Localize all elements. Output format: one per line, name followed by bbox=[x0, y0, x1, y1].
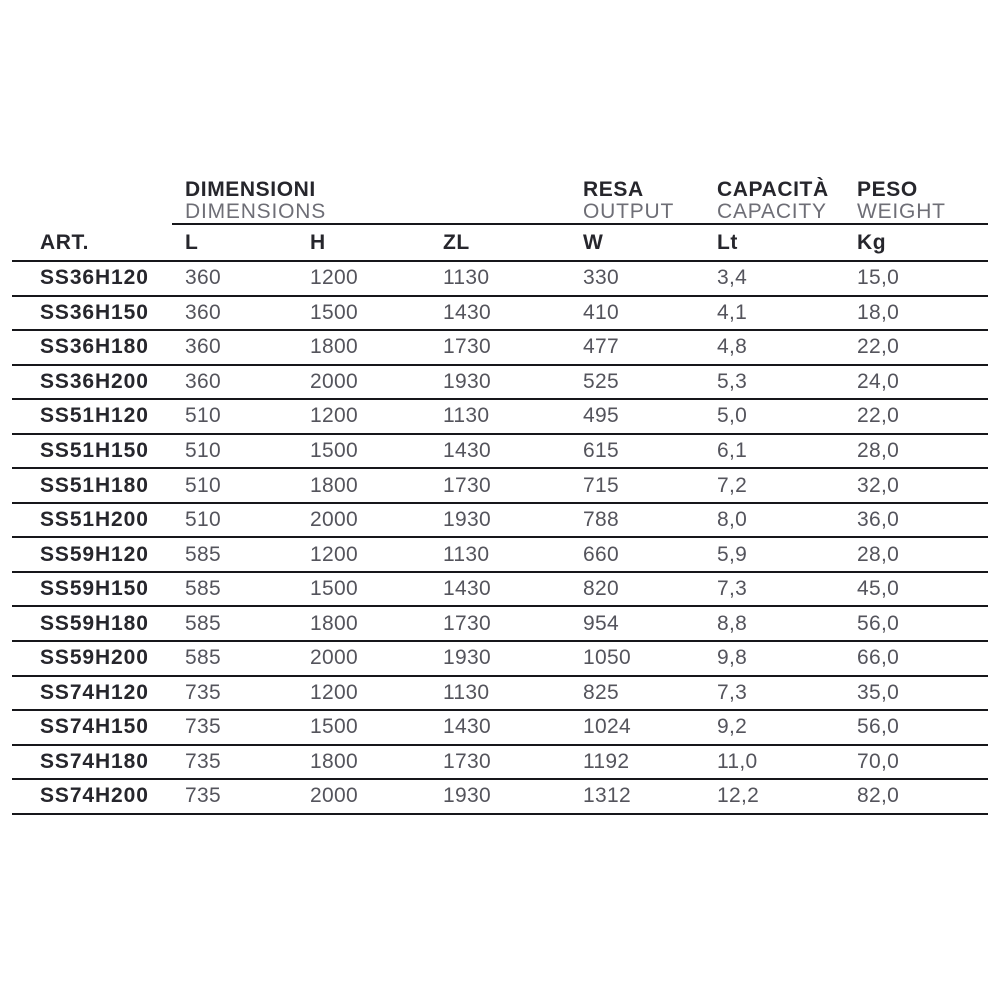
cell-l: 360 bbox=[185, 335, 221, 359]
table-row bbox=[12, 400, 988, 435]
cell-zl: 1130 bbox=[443, 266, 490, 290]
cell-h: 1800 bbox=[310, 473, 358, 497]
cell-lt: 3,4 bbox=[717, 266, 748, 290]
cell-kg: 70,0 bbox=[857, 749, 900, 773]
group-weight bbox=[857, 179, 988, 225]
cell-h: 1800 bbox=[310, 749, 358, 773]
cell-l: 510 bbox=[185, 404, 221, 428]
cell-zl: 1730 bbox=[443, 335, 491, 359]
group-output bbox=[583, 179, 717, 225]
table-row bbox=[12, 262, 988, 297]
cell-h: 1500 bbox=[310, 300, 358, 324]
group-title-peso: PESO bbox=[857, 178, 918, 201]
cell-w: 1312 bbox=[583, 784, 631, 808]
cell-zl: 1930 bbox=[443, 508, 491, 532]
cell-lt: 11,0 bbox=[717, 749, 758, 773]
cell-w: 477 bbox=[583, 335, 619, 359]
column-header-kg: Kg bbox=[857, 230, 887, 254]
cell-art: SS59H180 bbox=[40, 611, 149, 635]
cell-h: 1200 bbox=[310, 542, 358, 566]
table-row bbox=[12, 538, 988, 573]
cell-w: 525 bbox=[583, 369, 619, 393]
cell-art: SS51H200 bbox=[40, 508, 149, 532]
cell-h: 1200 bbox=[310, 266, 358, 290]
cell-l: 735 bbox=[185, 715, 221, 739]
cell-kg: 45,0 bbox=[857, 577, 900, 601]
cell-l: 360 bbox=[185, 300, 221, 324]
cell-l: 585 bbox=[185, 611, 221, 635]
cell-l: 585 bbox=[185, 646, 221, 670]
cell-kg: 28,0 bbox=[857, 542, 900, 566]
cell-zl: 1430 bbox=[443, 577, 491, 601]
table-row bbox=[12, 780, 988, 815]
cell-lt: 7,3 bbox=[717, 577, 748, 601]
cell-zl: 1730 bbox=[443, 473, 491, 497]
cell-zl: 1430 bbox=[443, 300, 491, 324]
cell-w: 615 bbox=[583, 439, 619, 462]
cell-l: 735 bbox=[185, 749, 221, 773]
cell-art: SS59H120 bbox=[40, 542, 149, 566]
column-header-h: H bbox=[310, 230, 326, 254]
cell-lt: 4,1 bbox=[717, 300, 748, 324]
cell-kg: 18,0 bbox=[857, 300, 900, 324]
group-subtitle-dimensions: DIMENSIONS bbox=[185, 200, 327, 223]
cell-art: SS74H150 bbox=[40, 715, 149, 739]
cell-lt: 7,3 bbox=[717, 680, 748, 704]
cell-h: 1800 bbox=[310, 335, 358, 359]
cell-h: 2000 bbox=[310, 646, 358, 670]
cell-lt: 5,9 bbox=[717, 542, 748, 566]
cell-w: 1024 bbox=[583, 715, 631, 739]
group-title-capacita: CAPACITÀ bbox=[717, 178, 829, 201]
column-header-art: ART. bbox=[40, 230, 90, 254]
cell-kg: 66,0 bbox=[857, 646, 900, 670]
group-header-row bbox=[12, 176, 988, 225]
cell-art: SS36H200 bbox=[40, 369, 149, 393]
cell-lt: 6,1 bbox=[717, 439, 748, 462]
cell-l: 585 bbox=[185, 542, 221, 566]
cell-w: 788 bbox=[583, 508, 619, 532]
cell-h: 2000 bbox=[310, 369, 358, 393]
cell-art: SS51H180 bbox=[40, 473, 149, 497]
cell-zl: 1130 bbox=[443, 404, 490, 428]
cell-art: SS51H120 bbox=[40, 404, 149, 428]
cell-kg: 24,0 bbox=[857, 369, 900, 393]
cell-w: 1050 bbox=[583, 646, 631, 670]
cell-kg: 28,0 bbox=[857, 439, 900, 462]
group-subtitle-weight: WEIGHT bbox=[857, 200, 946, 223]
cell-w: 825 bbox=[583, 680, 619, 704]
cell-l: 510 bbox=[185, 439, 221, 462]
cell-art: SS74H180 bbox=[40, 749, 149, 773]
cell-lt: 12,2 bbox=[717, 784, 760, 808]
cell-h: 1500 bbox=[310, 439, 358, 462]
cell-h: 1200 bbox=[310, 404, 358, 428]
cell-zl: 1730 bbox=[443, 749, 491, 773]
cell-w: 715 bbox=[583, 473, 619, 497]
cell-art: SS59H200 bbox=[40, 646, 149, 670]
cell-lt: 8,8 bbox=[717, 611, 748, 635]
cell-lt: 9,8 bbox=[717, 646, 748, 670]
cell-kg: 56,0 bbox=[857, 715, 900, 739]
cell-art: SS51H150 bbox=[40, 439, 149, 462]
table-row bbox=[12, 746, 988, 781]
cell-kg: 35,0 bbox=[857, 680, 900, 704]
table-row bbox=[12, 366, 988, 401]
cell-lt: 5,3 bbox=[717, 369, 748, 393]
cell-art: SS74H200 bbox=[40, 784, 149, 808]
cell-w: 954 bbox=[583, 611, 619, 635]
cell-art: SS36H150 bbox=[40, 300, 149, 324]
cell-kg: 56,0 bbox=[857, 611, 900, 635]
cell-h: 1800 bbox=[310, 611, 358, 635]
cell-kg: 22,0 bbox=[857, 335, 900, 359]
cell-art: SS36H120 bbox=[40, 266, 149, 290]
table-body bbox=[12, 262, 988, 815]
cell-zl: 1130 bbox=[443, 680, 490, 704]
group-title-dimensioni: DIMENSIONI bbox=[185, 178, 316, 201]
cell-h: 1200 bbox=[310, 680, 358, 704]
cell-zl: 1430 bbox=[443, 439, 491, 462]
cell-kg: 36,0 bbox=[857, 508, 900, 532]
cell-l: 360 bbox=[185, 369, 221, 393]
cell-w: 660 bbox=[583, 542, 619, 566]
cell-lt: 7,2 bbox=[717, 473, 748, 497]
cell-h: 2000 bbox=[310, 784, 358, 808]
table-row bbox=[12, 331, 988, 366]
cell-kg: 82,0 bbox=[857, 784, 900, 808]
table-row bbox=[12, 711, 988, 746]
column-header-l: L bbox=[185, 230, 199, 254]
cell-l: 510 bbox=[185, 473, 221, 497]
table-row bbox=[12, 297, 988, 332]
spec-table bbox=[12, 176, 988, 815]
group-title-resa: RESA bbox=[583, 178, 644, 201]
cell-w: 1192 bbox=[583, 749, 630, 773]
column-header-w: W bbox=[583, 230, 604, 254]
cell-lt: 5,0 bbox=[717, 404, 748, 428]
cell-h: 2000 bbox=[310, 508, 358, 532]
cell-w: 410 bbox=[583, 300, 619, 324]
table-row bbox=[12, 607, 988, 642]
cell-l: 735 bbox=[185, 680, 221, 704]
cell-w: 495 bbox=[583, 404, 619, 428]
cell-lt: 9,2 bbox=[717, 715, 748, 739]
table-row bbox=[12, 573, 988, 608]
column-header-lt: Lt bbox=[717, 230, 739, 254]
table-row bbox=[12, 504, 988, 539]
cell-zl: 1130 bbox=[443, 542, 490, 566]
cell-zl: 1930 bbox=[443, 369, 491, 393]
cell-art: SS59H150 bbox=[40, 577, 149, 601]
cell-zl: 1730 bbox=[443, 611, 491, 635]
column-header-zl: ZL bbox=[443, 230, 470, 254]
column-header-row bbox=[12, 225, 988, 262]
cell-art: SS74H120 bbox=[40, 680, 149, 704]
cell-w: 820 bbox=[583, 577, 619, 601]
group-subtitle-capacity: CAPACITY bbox=[717, 200, 827, 223]
table-row bbox=[12, 677, 988, 712]
cell-h: 1500 bbox=[310, 577, 358, 601]
group-header-rule bbox=[172, 223, 988, 225]
cell-zl: 1930 bbox=[443, 646, 491, 670]
cell-kg: 15,0 bbox=[857, 266, 900, 290]
cell-lt: 4,8 bbox=[717, 335, 748, 359]
cell-zl: 1430 bbox=[443, 715, 491, 739]
cell-l: 585 bbox=[185, 577, 221, 601]
cell-l: 735 bbox=[185, 784, 221, 808]
table-row bbox=[12, 642, 988, 677]
table-row bbox=[12, 435, 988, 470]
cell-kg: 22,0 bbox=[857, 404, 900, 428]
cell-zl: 1930 bbox=[443, 784, 491, 808]
cell-l: 360 bbox=[185, 266, 221, 290]
cell-kg: 32,0 bbox=[857, 473, 900, 497]
group-capacity bbox=[717, 179, 857, 225]
group-subtitle-output: OUTPUT bbox=[583, 200, 675, 223]
table-row bbox=[12, 469, 988, 504]
cell-w: 330 bbox=[583, 266, 619, 290]
cell-h: 1500 bbox=[310, 715, 358, 739]
cell-art: SS36H180 bbox=[40, 335, 149, 359]
group-dimensions bbox=[185, 179, 583, 225]
cell-l: 510 bbox=[185, 508, 221, 532]
cell-lt: 8,0 bbox=[717, 508, 748, 532]
